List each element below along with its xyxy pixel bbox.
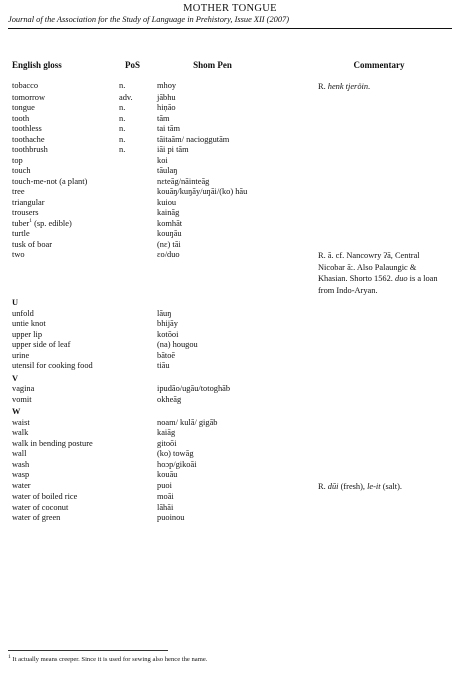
shom-pen-form: puoinou — [157, 513, 185, 522]
shom-pen-form: noam/ kulā/ gigāb — [157, 417, 218, 427]
commentary — [318, 229, 440, 240]
english-gloss: unfold — [12, 308, 34, 318]
table-row — [12, 492, 440, 503]
commentary — [318, 470, 440, 481]
english-gloss: water of green — [12, 513, 61, 522]
shom-pen-form: bātoē — [157, 350, 176, 360]
shom-pen-form: bhijāy — [157, 319, 178, 328]
part-of-speech — [119, 166, 157, 177]
commentary: R. henk tjeröin. — [318, 82, 371, 91]
shom-pen-form: tāulaŋ — [157, 166, 178, 175]
commentary — [318, 166, 440, 177]
commentary: R. dūi (fresh), le-it (salt). — [318, 481, 402, 491]
part-of-speech — [119, 449, 157, 460]
part-of-speech: n. — [119, 134, 126, 144]
part-of-speech — [119, 240, 157, 251]
shom-pen-form: jābhu — [157, 92, 176, 102]
journal-title: MOTHER TONGUE — [183, 3, 277, 14]
shom-pen-form: gitoōi — [157, 438, 177, 448]
table-row — [12, 513, 440, 524]
commentary — [318, 449, 440, 460]
glossary-table — [12, 60, 440, 524]
shom-pen-form: hoɔp/gikoāi — [157, 459, 197, 469]
english-gloss: walk — [12, 428, 29, 437]
part-of-speech — [119, 309, 157, 320]
english-gloss: water of boiled rice — [12, 492, 78, 501]
english-gloss: two — [12, 250, 25, 259]
part-of-speech — [119, 229, 157, 240]
part-of-speech — [119, 340, 157, 351]
part-of-speech — [119, 439, 157, 450]
shom-pen-form: tām — [157, 113, 170, 123]
part-of-speech — [119, 156, 157, 167]
column-header-pos: PoS — [125, 60, 141, 70]
section-heading-row — [12, 296, 440, 309]
header-rule — [8, 28, 452, 29]
english-gloss: turtle — [12, 229, 30, 238]
commentary — [318, 219, 440, 230]
footnote-mark: 1 — [8, 653, 11, 660]
english-gloss: wasp — [12, 470, 30, 479]
shom-pen-form: koi — [157, 155, 168, 165]
shom-pen-form: puoi — [157, 480, 172, 490]
commentary: R. ā. cf. Nancowry ʔā, Central Nicobar ā:. Also Palaungic & Khasian. Shorto 1562. duo is a loan from Indo-Aryan. — [318, 251, 438, 295]
english-gloss: untie knot — [12, 319, 46, 328]
glossary-body — [12, 81, 440, 524]
english-gloss: toothbrush — [12, 145, 48, 154]
part-of-speech — [119, 319, 157, 330]
part-of-speech — [119, 460, 157, 471]
part-of-speech — [119, 492, 157, 503]
shom-pen-form: lāhāi — [157, 502, 174, 512]
table-row — [12, 351, 440, 362]
commentary — [318, 418, 440, 429]
commentary — [318, 330, 440, 341]
part-of-speech — [119, 208, 157, 219]
footnote-ref: 1 — [29, 217, 32, 224]
table-row — [12, 177, 440, 188]
table-row — [12, 330, 440, 341]
part-of-speech — [119, 470, 157, 481]
english-gloss: tomorrow — [12, 92, 46, 102]
shom-pen-form: hiṇāo — [157, 103, 176, 112]
shom-pen-form: kouāŋ/kuŋāy/uŋāi/(ko) hāu — [157, 187, 248, 196]
part-of-speech: n. — [119, 124, 126, 133]
english-gloss: trousers — [12, 208, 39, 217]
part-of-speech — [119, 395, 157, 406]
table-row — [12, 156, 440, 167]
english-gloss: triangular — [12, 197, 45, 207]
shom-pen-form: mhoy — [157, 81, 177, 90]
part-of-speech — [119, 361, 157, 372]
shom-pen-form: kaināg — [157, 208, 180, 217]
section-letter: V — [12, 373, 19, 383]
part-of-speech — [119, 513, 157, 524]
commentary — [318, 395, 440, 406]
table-row — [12, 124, 440, 135]
shom-pen-form: ipudāo/ugāu/totoghāb — [157, 384, 231, 393]
table-row — [12, 439, 440, 450]
english-gloss: tooth — [12, 113, 30, 123]
english-gloss: utensil for cooking food — [12, 361, 93, 370]
commentary — [318, 145, 440, 156]
part-of-speech — [119, 219, 157, 230]
column-header-gloss: English gloss — [12, 60, 62, 70]
commentary — [318, 124, 440, 135]
commentary — [318, 240, 440, 251]
part-of-speech — [119, 481, 157, 493]
section-heading-row — [12, 405, 440, 418]
english-gloss: toothless — [12, 124, 42, 133]
table-row — [12, 361, 440, 372]
table-row — [12, 187, 440, 198]
commentary — [318, 361, 440, 372]
footnote-text: It actually means creeper. Since it is used for sewing also hence the name. — [12, 656, 208, 663]
part-of-speech: n. — [119, 81, 126, 90]
commentary — [318, 460, 440, 471]
english-gloss: water — [12, 480, 31, 490]
shom-pen-form: nɛteāg/nāinteāg — [157, 176, 210, 186]
footnote — [8, 653, 208, 663]
commentary — [318, 309, 440, 320]
commentary — [318, 177, 440, 188]
shom-pen-form: iāi pi tām — [157, 145, 189, 154]
gloss-text-tail: (sp. edible) — [31, 218, 72, 228]
english-gloss: waist — [12, 417, 30, 427]
commentary — [318, 340, 440, 351]
commentary — [318, 187, 440, 198]
english-gloss: tree — [12, 187, 25, 196]
shom-pen-form: kotōoi — [157, 329, 179, 339]
shom-pen-form: kaiāg — [157, 428, 176, 437]
part-of-speech — [119, 418, 157, 429]
english-gloss: tusk of boar — [12, 239, 53, 249]
table-row — [12, 384, 440, 395]
part-of-speech: n. — [119, 103, 126, 112]
table-row — [12, 81, 440, 93]
table-row — [12, 395, 440, 406]
commentary — [318, 351, 440, 362]
table-row — [12, 460, 440, 471]
commentary — [318, 93, 440, 104]
part-of-speech — [119, 503, 157, 514]
shom-pen-form: (na) hougou — [157, 340, 198, 349]
shom-pen-form: okheāg — [157, 394, 182, 404]
journal-subtitle: Journal of the Association for the Study of Language in Prehistory, Issue XII (2007) — [8, 15, 289, 24]
part-of-speech — [119, 198, 157, 209]
table-row — [12, 219, 440, 230]
table-row — [12, 145, 440, 156]
commentary — [318, 428, 440, 439]
english-gloss: urine — [12, 350, 30, 360]
table-row — [12, 309, 440, 320]
english-gloss: tobacco — [12, 81, 39, 90]
section-heading-row — [12, 372, 440, 385]
table-row — [12, 418, 440, 429]
commentary — [318, 114, 440, 125]
table-row — [12, 250, 440, 296]
commentary — [318, 439, 440, 450]
table-row — [12, 449, 440, 460]
english-gloss: top — [12, 155, 23, 165]
column-header-shom-pen: Shom Pen — [193, 60, 232, 70]
table-row — [12, 428, 440, 439]
table-row — [12, 481, 440, 493]
table-header-row — [12, 60, 440, 72]
column-header-commentary: Commentary — [353, 60, 405, 70]
table-row — [12, 340, 440, 351]
part-of-speech: n. — [119, 113, 126, 123]
english-gloss: upper lip — [12, 329, 43, 339]
footnote-rule — [8, 650, 168, 651]
commentary — [318, 319, 440, 330]
english-gloss: vomit — [12, 394, 32, 404]
commentary — [318, 103, 440, 114]
table-row — [12, 103, 440, 114]
table-row — [12, 503, 440, 514]
table-row — [12, 198, 440, 209]
english-gloss: wash — [12, 459, 30, 469]
shom-pen-form: tai tām — [157, 124, 181, 133]
shom-pen-form: tāitaām/ nacioggutām — [157, 134, 230, 144]
commentary — [318, 492, 440, 503]
commentary — [318, 208, 440, 219]
shom-pen-form: ɛo/duo — [157, 250, 180, 259]
table-row — [12, 135, 440, 146]
table-row — [12, 240, 440, 251]
commentary — [318, 503, 440, 514]
commentary — [318, 513, 440, 524]
table-row — [12, 470, 440, 481]
table-row — [12, 166, 440, 177]
shom-pen-form: lāuŋ — [157, 308, 172, 318]
section-letter: U — [12, 298, 19, 307]
table-row — [12, 208, 440, 219]
shom-pen-form: (ko) towāg — [157, 449, 194, 458]
part-of-speech — [119, 187, 157, 198]
section-letter: W — [12, 407, 21, 416]
english-gloss: vagina — [12, 384, 35, 393]
part-of-speech — [119, 330, 157, 341]
table-row — [12, 93, 440, 104]
english-gloss: wall — [12, 449, 27, 458]
part-of-speech — [119, 351, 157, 362]
shom-pen-form: tiāu — [157, 361, 170, 370]
english-gloss: touch — [12, 166, 31, 175]
part-of-speech: n. — [119, 145, 126, 154]
commentary — [318, 135, 440, 146]
english-gloss: touch-me-not (a plant) — [12, 176, 88, 186]
shom-pen-form: kuiou — [157, 197, 177, 207]
table-row — [12, 229, 440, 240]
table-row — [12, 319, 440, 330]
part-of-speech — [119, 250, 157, 296]
table-row — [12, 114, 440, 125]
shom-pen-form: kouāu — [157, 470, 178, 479]
english-gloss: walk in bending posture — [12, 438, 93, 448]
commentary — [318, 384, 440, 395]
gloss-text: tuber — [12, 218, 30, 228]
shom-pen-form: kouŋāu — [157, 229, 182, 238]
english-gloss: upper side of leaf — [12, 340, 71, 349]
shom-pen-form: moāi — [157, 492, 174, 501]
part-of-speech: adv. — [119, 92, 133, 102]
english-gloss: water of coconut — [12, 502, 69, 512]
commentary — [318, 156, 440, 167]
part-of-speech — [119, 384, 157, 395]
english-gloss: toothache — [12, 134, 45, 144]
shom-pen-form: komhāt — [157, 218, 183, 228]
part-of-speech — [119, 177, 157, 188]
shom-pen-form: (nɛ) tāi — [157, 239, 181, 249]
english-gloss — [12, 219, 119, 230]
part-of-speech — [119, 428, 157, 439]
english-gloss: tongue — [12, 103, 35, 112]
commentary — [318, 198, 440, 209]
